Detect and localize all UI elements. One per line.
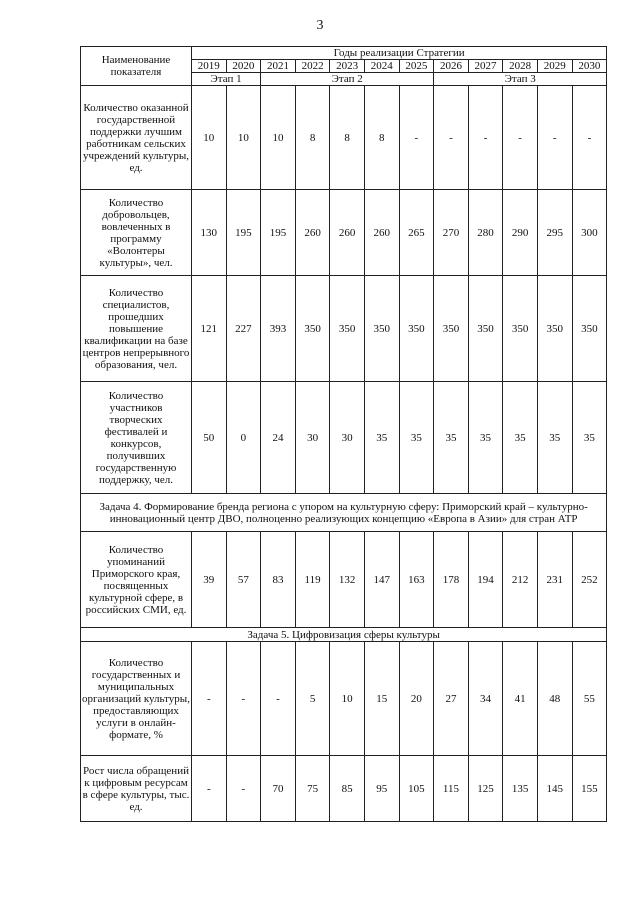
page-number: 3 xyxy=(316,18,324,33)
value-cell: 57 xyxy=(226,532,261,628)
value-cell: 350 xyxy=(330,276,365,382)
value-cell: 265 xyxy=(399,190,434,276)
value-cell: 95 xyxy=(364,756,399,822)
value-cell: - xyxy=(399,86,434,190)
strategy-indicators-table xyxy=(80,46,607,822)
value-cell: 260 xyxy=(364,190,399,276)
value-cell: 194 xyxy=(468,532,503,628)
value-cell: 130 xyxy=(192,190,227,276)
value-cell: 105 xyxy=(399,756,434,822)
value-cell: 350 xyxy=(364,276,399,382)
value-cell: 50 xyxy=(192,382,227,494)
indicator-name: Количество оказанной государственной поддержки лучшим работникам сельских учреждений культуры, ед. xyxy=(81,86,192,190)
value-cell: - xyxy=(503,86,538,190)
value-cell: 393 xyxy=(261,276,296,382)
value-cell: 27 xyxy=(434,642,469,756)
value-cell: 350 xyxy=(434,276,469,382)
year-cell: 2023 xyxy=(330,60,365,73)
value-cell: 119 xyxy=(295,532,330,628)
indicator-name: Количество специалистов, прошедших повышение квалификации на базе центров непрерывного образования, чел. xyxy=(81,276,192,382)
value-cell: 350 xyxy=(399,276,434,382)
value-cell: 121 xyxy=(192,276,227,382)
value-cell: - xyxy=(537,86,572,190)
value-cell: 20 xyxy=(399,642,434,756)
task-row xyxy=(81,494,607,532)
value-cell: 195 xyxy=(261,190,296,276)
value-cell: 163 xyxy=(399,532,434,628)
value-cell: 35 xyxy=(434,382,469,494)
value-cell: - xyxy=(434,86,469,190)
value-cell: 132 xyxy=(330,532,365,628)
value-cell: 280 xyxy=(468,190,503,276)
value-cell: 34 xyxy=(468,642,503,756)
value-cell: 147 xyxy=(364,532,399,628)
value-cell: 260 xyxy=(295,190,330,276)
header-indicator: Наименование показателя xyxy=(81,47,192,86)
stage-2: Этап 2 xyxy=(261,73,434,86)
task-title: Задача 5. Цифровизация сферы культуры xyxy=(81,628,607,642)
value-cell: - xyxy=(572,86,607,190)
value-cell: 0 xyxy=(226,382,261,494)
indicator-row xyxy=(81,382,607,494)
indicator-row xyxy=(81,276,607,382)
value-cell: 48 xyxy=(537,642,572,756)
year-cell: 2020 xyxy=(226,60,261,73)
task-title: Задача 4. Формирование бренда региона с упором на культурную сферу: Приморский край – культурно-инновационный центр ДВО, полноценно реализующих концепцию «Европа в Азии» для стран АТР xyxy=(81,494,607,532)
value-cell: 10 xyxy=(261,86,296,190)
indicator-name: Рост числа обращений к цифровым ресурсам в сфере культуры, тыс. ед. xyxy=(81,756,192,822)
value-cell: 295 xyxy=(537,190,572,276)
indicator-row xyxy=(81,642,607,756)
value-cell: 350 xyxy=(295,276,330,382)
indicator-name: Количество участников творческих фестивалей и конкурсов, получивших государственную поддержку, чел. xyxy=(81,382,192,494)
value-cell: 10 xyxy=(226,86,261,190)
value-cell: 10 xyxy=(192,86,227,190)
year-cell: 2022 xyxy=(295,60,330,73)
value-cell: 24 xyxy=(261,382,296,494)
year-cell: 2019 xyxy=(192,60,227,73)
value-cell: - xyxy=(468,86,503,190)
value-cell: 15 xyxy=(364,642,399,756)
indicator-row xyxy=(81,756,607,822)
header-years-title: Годы реализации Стратегии xyxy=(192,47,607,60)
stage-1: Этап 1 xyxy=(192,73,261,86)
value-cell: 83 xyxy=(261,532,296,628)
value-cell: 8 xyxy=(295,86,330,190)
year-cell: 2030 xyxy=(572,60,607,73)
value-cell: 35 xyxy=(572,382,607,494)
value-cell: - xyxy=(226,756,261,822)
value-cell: 39 xyxy=(192,532,227,628)
indicator-name: Количество добровольцев, вовлеченных в программу «Волонтеры культуры», чел. xyxy=(81,190,192,276)
value-cell: 35 xyxy=(399,382,434,494)
value-cell: 350 xyxy=(572,276,607,382)
year-cell: 2027 xyxy=(468,60,503,73)
value-cell: 55 xyxy=(572,642,607,756)
value-cell: 290 xyxy=(503,190,538,276)
value-cell: 300 xyxy=(572,190,607,276)
year-cell: 2024 xyxy=(364,60,399,73)
stage-3: Этап 3 xyxy=(434,73,607,86)
indicator-name: Количество государственных и муниципальных организаций культуры, предоставляющих услуги в онлайн-формате, % xyxy=(81,642,192,756)
value-cell: 252 xyxy=(572,532,607,628)
value-cell: 115 xyxy=(434,756,469,822)
value-cell: 10 xyxy=(330,642,365,756)
year-cell: 2029 xyxy=(537,60,572,73)
indicator-row xyxy=(81,190,607,276)
value-cell: 75 xyxy=(295,756,330,822)
value-cell: 8 xyxy=(330,86,365,190)
value-cell: 227 xyxy=(226,276,261,382)
value-cell: - xyxy=(226,642,261,756)
value-cell: 8 xyxy=(364,86,399,190)
year-cell: 2026 xyxy=(434,60,469,73)
value-cell: 260 xyxy=(330,190,365,276)
value-cell: 35 xyxy=(503,382,538,494)
year-cell: 2021 xyxy=(261,60,296,73)
value-cell: 85 xyxy=(330,756,365,822)
header-row-years xyxy=(81,47,607,60)
indicator-name: Количество упоминаний Приморского края, посвященных культурной сфере, в российских СМИ, ед. xyxy=(81,532,192,628)
value-cell: - xyxy=(261,642,296,756)
value-cell: 350 xyxy=(537,276,572,382)
value-cell: 125 xyxy=(468,756,503,822)
year-cell: 2028 xyxy=(503,60,538,73)
value-cell: 195 xyxy=(226,190,261,276)
value-cell: 30 xyxy=(295,382,330,494)
value-cell: 135 xyxy=(503,756,538,822)
value-cell: 70 xyxy=(261,756,296,822)
value-cell: 35 xyxy=(537,382,572,494)
value-cell: 145 xyxy=(537,756,572,822)
value-cell: - xyxy=(192,642,227,756)
indicator-row xyxy=(81,86,607,190)
value-cell: 41 xyxy=(503,642,538,756)
value-cell: 30 xyxy=(330,382,365,494)
value-cell: 350 xyxy=(468,276,503,382)
value-cell: 155 xyxy=(572,756,607,822)
value-cell: 178 xyxy=(434,532,469,628)
value-cell: 35 xyxy=(468,382,503,494)
value-cell: 231 xyxy=(537,532,572,628)
value-cell: 5 xyxy=(295,642,330,756)
year-cell: 2025 xyxy=(399,60,434,73)
indicator-row xyxy=(81,532,607,628)
value-cell: 35 xyxy=(364,382,399,494)
task-row xyxy=(81,628,607,642)
value-cell: 350 xyxy=(503,276,538,382)
value-cell: 270 xyxy=(434,190,469,276)
value-cell: - xyxy=(192,756,227,822)
value-cell: 212 xyxy=(503,532,538,628)
